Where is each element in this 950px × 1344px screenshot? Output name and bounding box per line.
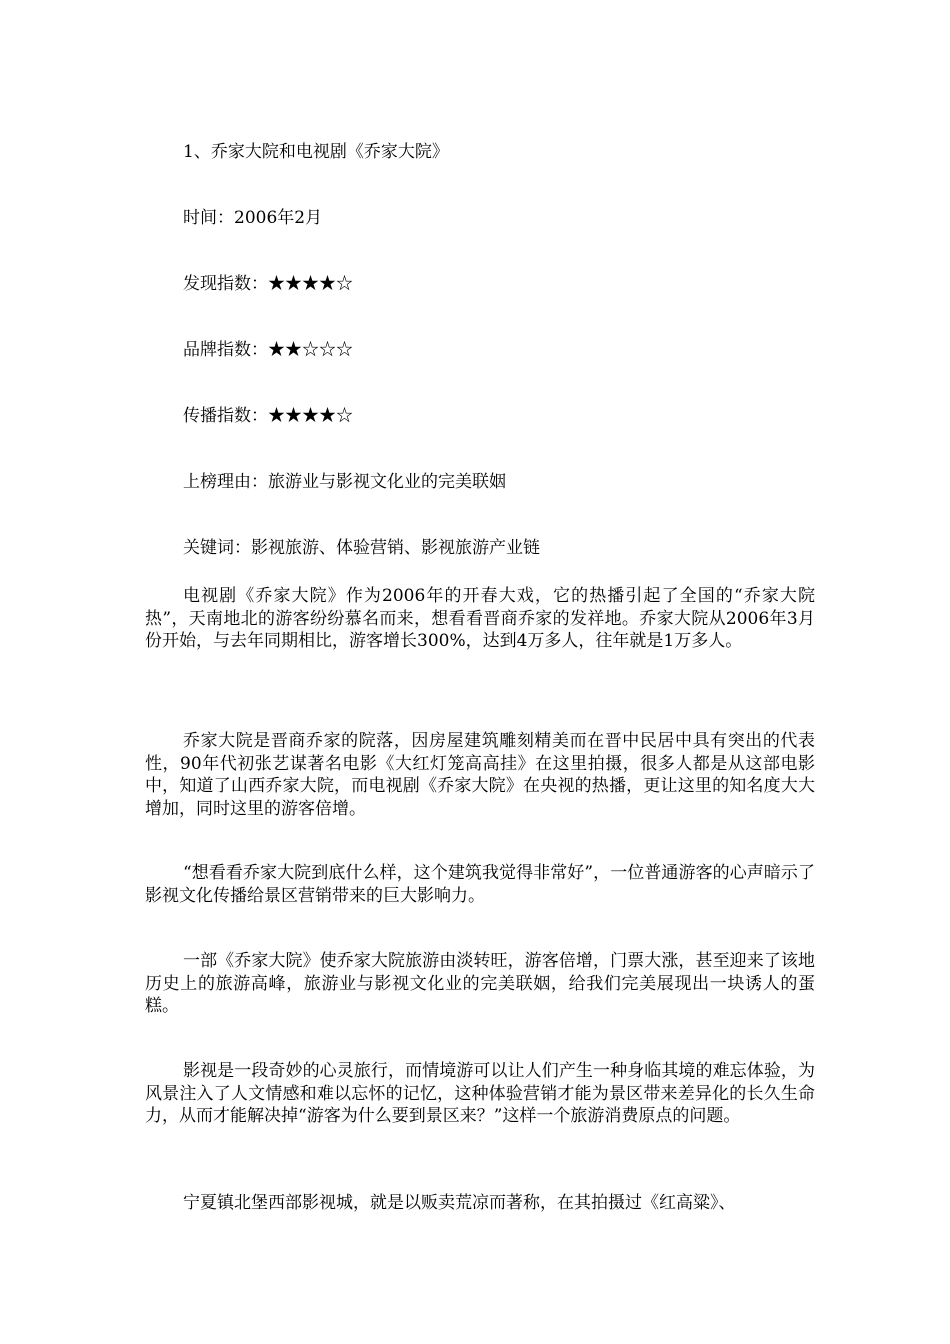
body-paragraph-2: 乔家大院是晋商乔家的院落，因房屋建筑雕刻精美而在晋中民居中具有突出的代表性，90年代初张艺谋著名电影《大红灯笼高高挂》在这里拍摄，很多人都是从这部电影中，知道了山西乔家大院，而电视剧《乔家大院》在央视的热播，更让这里的知名度大大增加，同时这里的游客倍增。 [145, 731, 815, 819]
keywords-line: 关键词：影视旅游、体验营销、影视旅游产业链 [183, 538, 540, 558]
body-paragraph-5: 影视是一段奇妙的心灵旅行，而情境游可以让人们产生一种身临其境的难忘体验，为风景注入了人文情感和难以忘怀的记忆，这种体验营销才能为景区带来差异化的长久生命力，从而才能解决掉“游客为什么要到景区来？”这样一个旅游消费原点的问题。 [145, 1061, 815, 1126]
time-line: 时间：2006年2月 [183, 208, 323, 228]
reason-line: 上榜理由：旅游业与影视文化业的完美联姻 [183, 472, 506, 492]
brand-index-label: 品牌指数： [183, 340, 268, 360]
body-paragraph-6: 宁夏镇北堡西部影视城，就是以贩卖荒凉而著称，在其拍摄过《红高粱》、 [183, 1193, 736, 1213]
discovery-index [183, 273, 353, 295]
discovery-index-label: 发现指数： [183, 274, 268, 294]
spread-rating-stars: ★★★★☆ [268, 406, 353, 426]
spread-index-label: 传播指数： [183, 406, 268, 426]
section-title: 1、乔家大院和电视剧《乔家大院》 [183, 142, 449, 162]
body-paragraph-3: “想看看乔家大院到底什么样，这个建筑我觉得非常好”，一位普通游客的心声暗示了影视文化传播给景区营销带来的巨大影响力。 [145, 863, 815, 906]
brand-index [183, 339, 353, 361]
spread-index [183, 405, 353, 427]
brand-rating-stars: ★★☆☆☆ [268, 340, 353, 360]
discovery-rating-stars: ★★★★☆ [268, 274, 353, 294]
body-paragraph-1: 电视剧《乔家大院》作为2006年的开春大戏，它的热播引起了全国的“乔家大院热”，天南地北的游客纷纷慕名而来，想看看晋商乔家的发祥地。乔家大院从2006年3月份开始，与去年同期相比，游客增长300%，达到4万多人，往年就是1万多人。 [145, 586, 815, 651]
body-paragraph-4: 一部《乔家大院》使乔家大院旅游由淡转旺，游客倍增，门票大涨，甚至迎来了该地历史上的旅游高峰，旅游业与影视文化业的完美联姻，给我们完美展现出一块诱人的蛋糕。 [145, 951, 815, 1016]
